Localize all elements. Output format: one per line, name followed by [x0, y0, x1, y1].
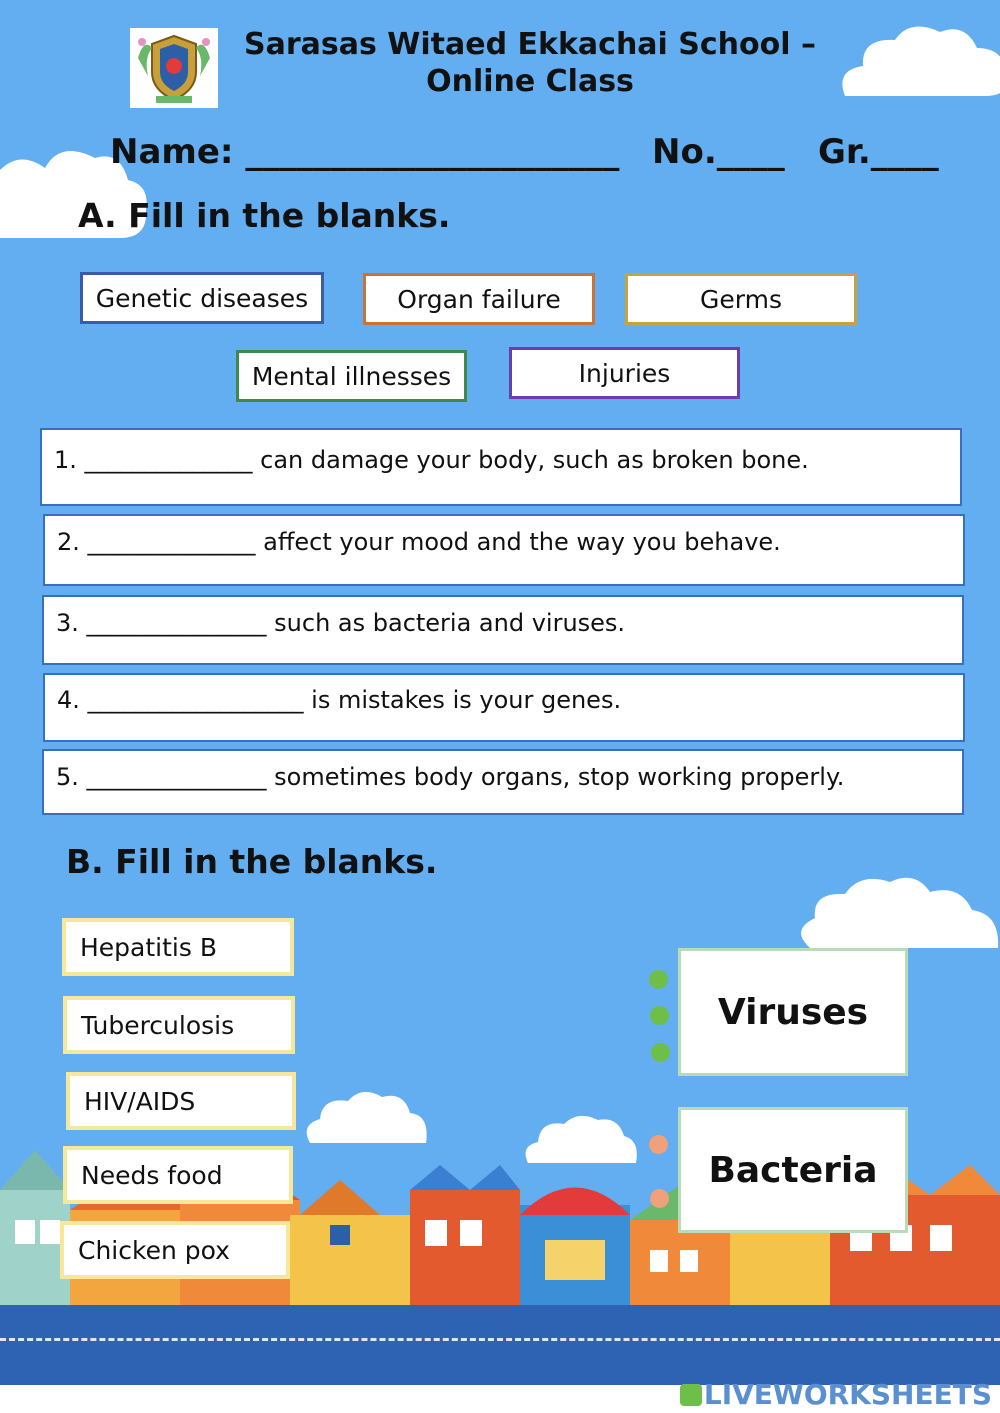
question-3[interactable]: 3. _______________ such as bacteria and viruses. [42, 595, 964, 665]
bacteria-drop-dot-2[interactable] [650, 1189, 669, 1208]
brand-text: LIVEWORKSHEETS [703, 1378, 992, 1411]
road [0, 1305, 1000, 1385]
question-1[interactable]: 1. ______________ can damage your body, such as broken bone. [40, 428, 962, 506]
viruses-drop-dot-2[interactable] [650, 1006, 669, 1025]
question-2[interactable]: 2. ______________ affect your mood and the way you behave. [43, 514, 965, 586]
question-4[interactable]: 4. __________________ is mistakes is your genes. [43, 673, 965, 742]
cloud-mid-right [790, 870, 1000, 950]
school-crest-icon [130, 28, 218, 108]
word-bank-genetic-diseases[interactable]: Genetic diseases [80, 272, 324, 324]
item-hiv-aids[interactable]: HIV/AIDS [66, 1072, 296, 1130]
number-field[interactable]: No.____ [652, 132, 785, 172]
cloud-top-right [835, 18, 1000, 98]
school-title: Sarasas Witaed Ekkachai School – Online Class [244, 27, 816, 99]
word-bank-injuries[interactable]: Injuries [509, 347, 740, 399]
word-bank-mental-illnesses[interactable]: Mental illnesses [236, 350, 467, 402]
school-logo [130, 28, 218, 108]
bacteria-drop-dot-1[interactable] [649, 1135, 668, 1154]
item-chicken-pox[interactable]: Chicken pox [60, 1221, 290, 1279]
section-b-heading: B. Fill in the blanks. [66, 842, 438, 881]
viruses-drop-dot-3[interactable] [651, 1043, 670, 1062]
word-bank-germs[interactable]: Germs [625, 273, 857, 325]
road-lane-marking [0, 1338, 1000, 1341]
category-bacteria: Bacteria [678, 1107, 908, 1233]
question-5[interactable]: 5. _______________ sometimes body organs, stop working properly. [42, 749, 964, 815]
item-hepatitis-b[interactable]: Hepatitis B [62, 918, 294, 976]
liveworksheets-logo-icon [680, 1384, 702, 1406]
category-viruses: Viruses [678, 948, 908, 1076]
word-bank-organ-failure[interactable]: Organ failure [363, 273, 595, 325]
item-tuberculosis[interactable]: Tuberculosis [63, 996, 295, 1054]
liveworksheets-brand [680, 1378, 992, 1411]
section-a-heading: A. Fill in the blanks. [78, 196, 451, 235]
cloud-small-left [300, 1085, 430, 1145]
grade-field[interactable]: Gr.____ [818, 132, 939, 172]
name-field[interactable]: Name: ______________________ [110, 132, 620, 172]
item-needs-food[interactable]: Needs food [63, 1146, 293, 1204]
viruses-drop-dot-1[interactable] [649, 970, 668, 989]
